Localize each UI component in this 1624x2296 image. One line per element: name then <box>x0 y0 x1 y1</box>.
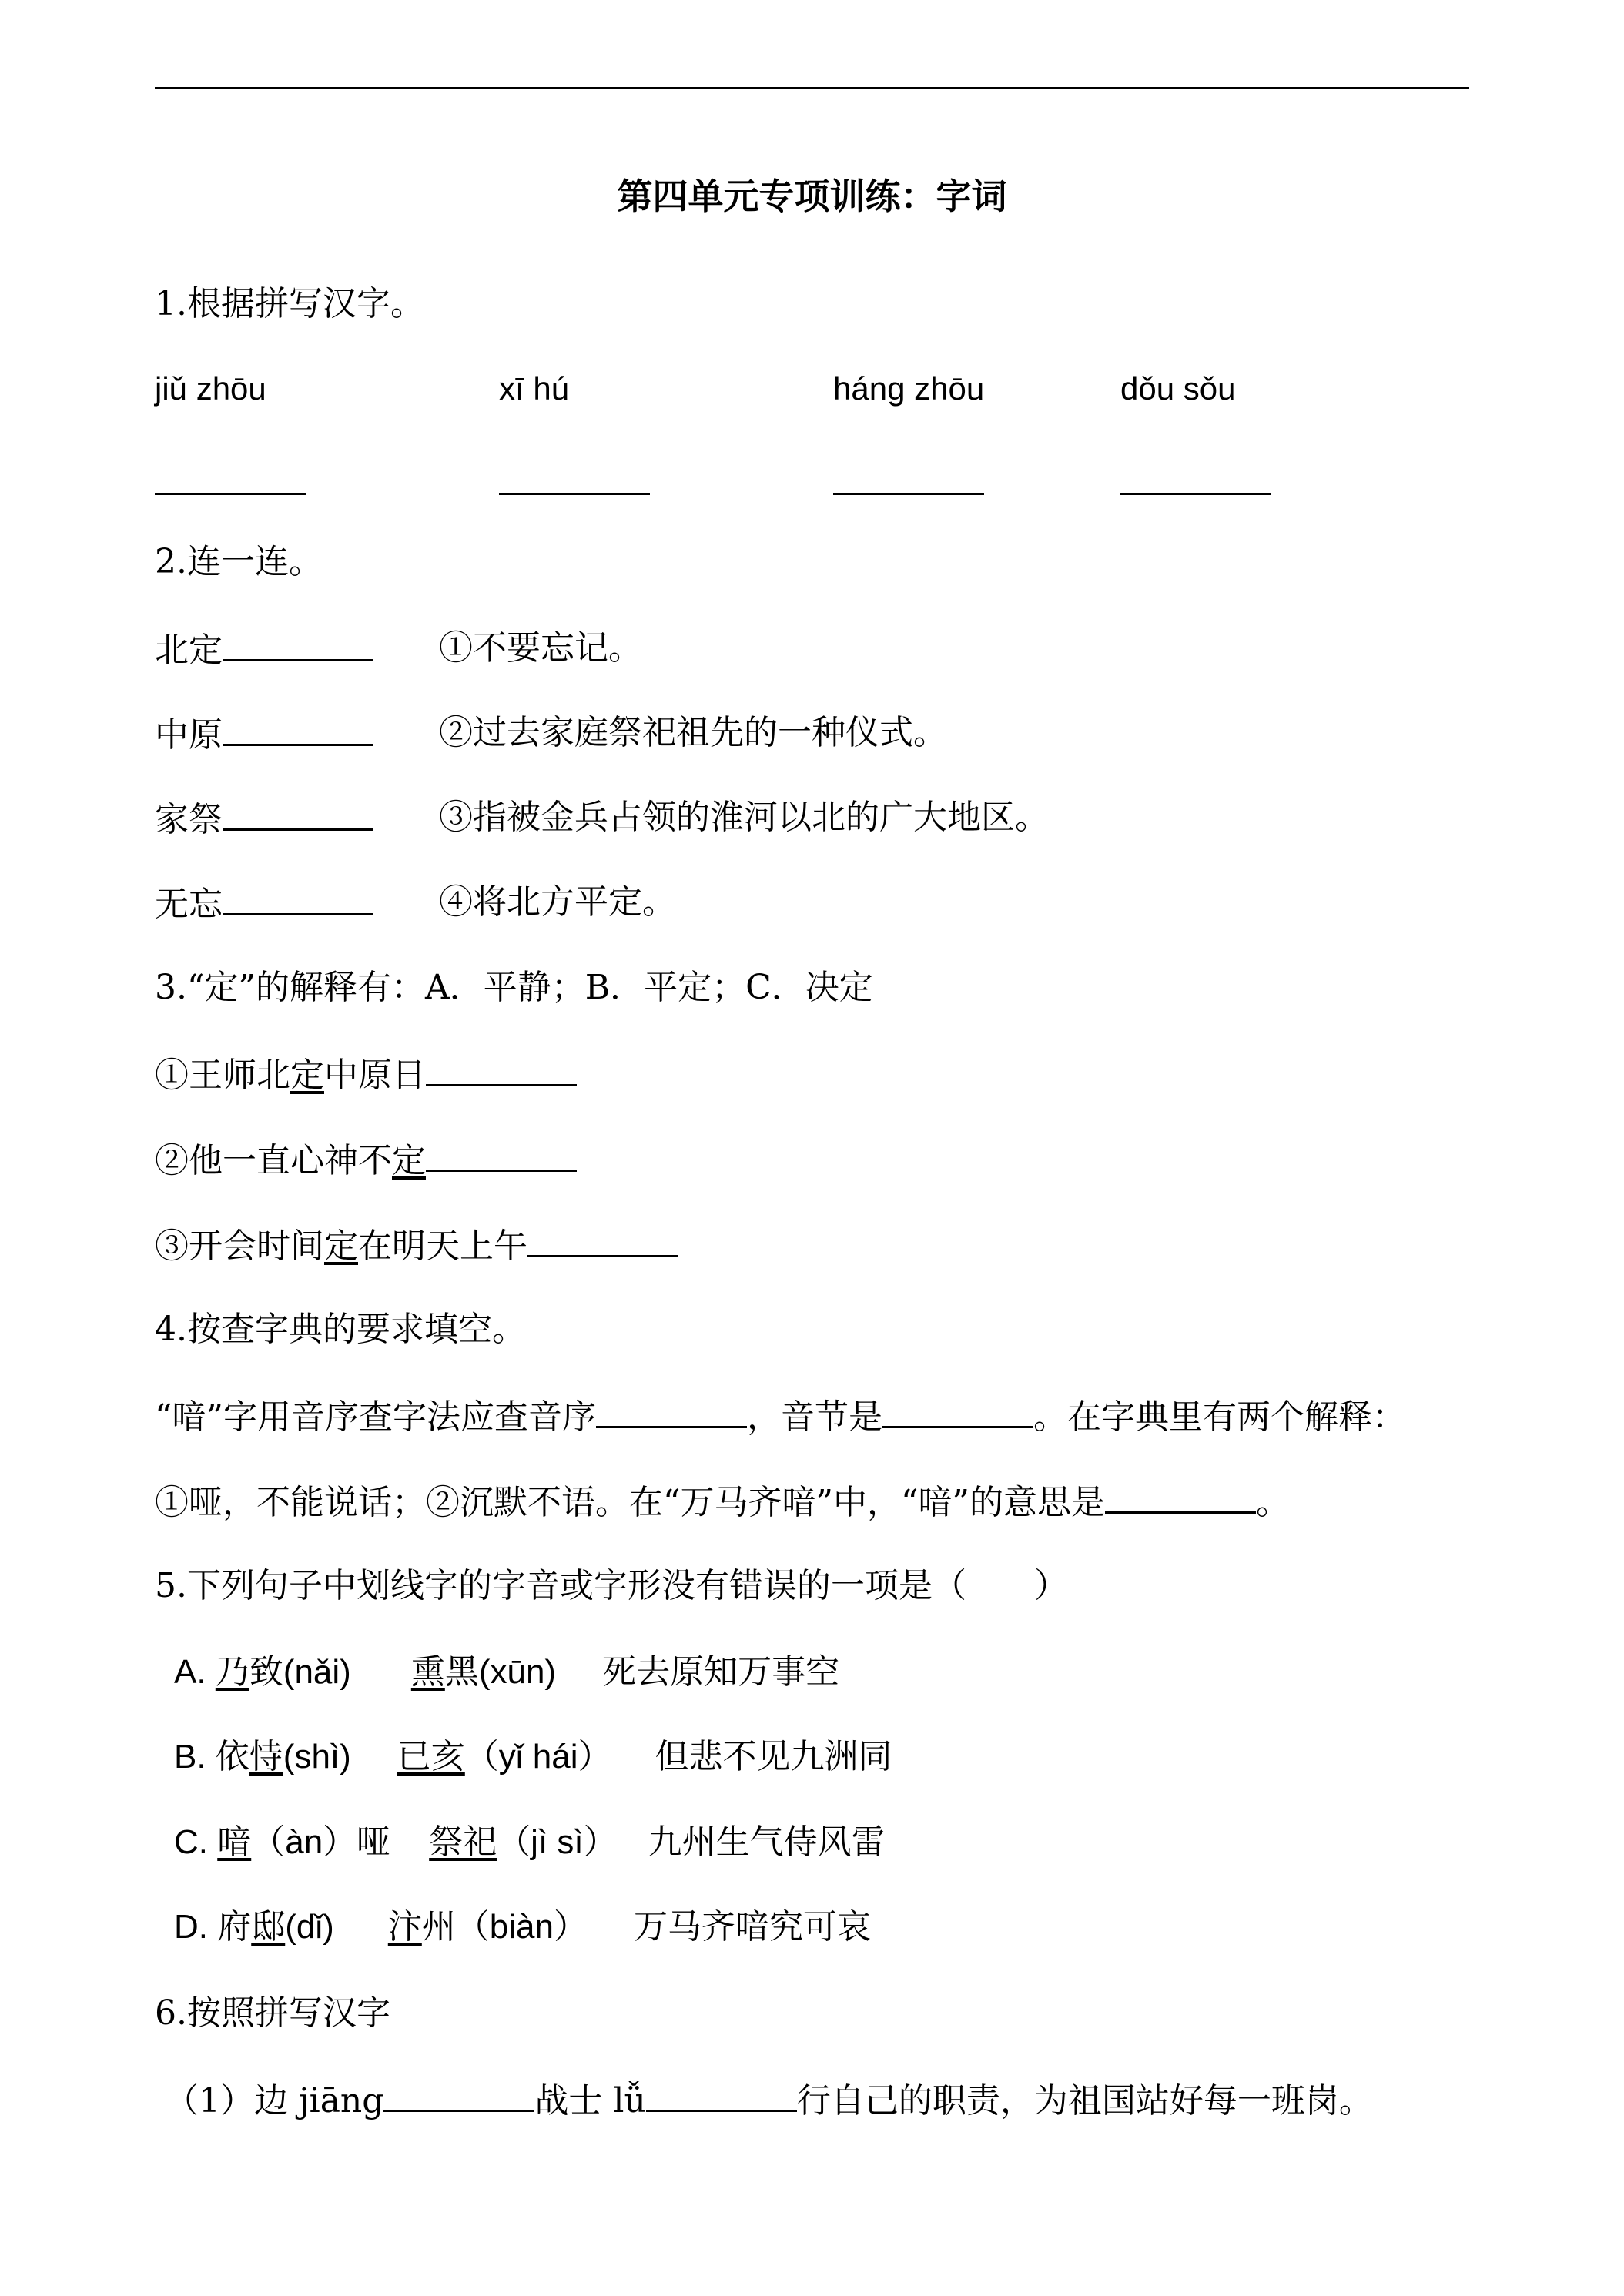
q4-label: 4.按查字典的要求填空。 <box>155 1310 526 1349</box>
q3-item <box>155 1221 678 1270</box>
q2-blank[interactable] <box>223 879 373 915</box>
option-text: （jì sì） <box>497 1823 618 1861</box>
q3-label: 3.“定”的解释有：A．平静；B．平定；C．决定 <box>155 968 873 1007</box>
q3-marked-char: 定 <box>324 1227 358 1266</box>
q5-option-a[interactable] <box>174 1649 839 1695</box>
q4-blank-syllable[interactable] <box>882 1392 1033 1428</box>
option-letter: D. <box>174 1908 218 1946</box>
option-phrase: 万马齐喑究可哀 <box>633 1907 871 1946</box>
q1-answer-blank-3[interactable] <box>833 458 984 495</box>
option-text: (dǐ) <box>285 1908 334 1946</box>
option-phrase: 但悲不见九洲同 <box>655 1737 892 1776</box>
q1-label: 1.根据拼写汉字。 <box>155 284 424 323</box>
q2-blank[interactable] <box>223 795 373 831</box>
q2-blank[interactable] <box>223 710 373 746</box>
underlined-word: 乃 <box>215 1652 249 1692</box>
q4-text: 。在字典里有两个解释： <box>1033 1397 1406 1437</box>
q6-blank[interactable] <box>646 2076 797 2112</box>
underlined-word: 邸 <box>251 1907 286 1946</box>
option-text: 致(nǎi) <box>249 1653 351 1691</box>
q2-label: 2.连一连。 <box>155 542 323 581</box>
q4-line-2 <box>155 1478 1290 1526</box>
q3-item <box>155 1136 577 1184</box>
q4-text: 。 <box>1255 1483 1290 1522</box>
option-text: （àn）哑 <box>251 1823 391 1861</box>
q3-marked-char: 定 <box>392 1141 426 1180</box>
q1-answer-blank-2[interactable] <box>499 458 650 495</box>
underlined-word: 恃 <box>249 1737 283 1776</box>
q3-item-text: ③开会时间 <box>155 1227 324 1266</box>
option-text: （yǐ hái） <box>464 1738 612 1776</box>
q2-meaning: ②过去家庭祭祀祖先的一种仪式。 <box>439 713 947 752</box>
q6-blank[interactable] <box>383 2076 534 2112</box>
option-letter: A. <box>174 1653 216 1691</box>
q2-word: 中原 <box>155 715 223 755</box>
q2-meaning: ①不要忘记。 <box>439 628 642 668</box>
q2-word: 家祭 <box>155 800 223 839</box>
underlined-word: 祭祀 <box>429 1822 497 1862</box>
q2-word-row <box>155 710 373 758</box>
q1-answer-blank-4[interactable] <box>1120 458 1271 495</box>
option-letter: C. <box>174 1823 218 1861</box>
q4-text: “喑”字用音序查字法应查音序 <box>155 1397 596 1437</box>
q3-item-text: 在明天上午 <box>358 1227 527 1266</box>
q3-marked-char: 定 <box>290 1056 324 1095</box>
q4-text: ，音节是 <box>747 1397 882 1437</box>
q5-option-b[interactable] <box>174 1734 892 1780</box>
q3-item <box>155 1050 577 1099</box>
q6-text: 行自己的职责，为祖国站好每一班岗。 <box>796 2081 1373 2120</box>
q6-text: 战士 lǚ <box>534 2081 646 2120</box>
option-text: 黑(xūn) <box>444 1653 557 1691</box>
underlined-word: 已亥 <box>397 1737 465 1776</box>
underlined-word: 喑 <box>217 1822 252 1862</box>
q2-meaning: ④将北方平定。 <box>439 882 676 922</box>
header-rule <box>155 87 1469 89</box>
q6-text: （1）边 jiāng <box>165 2081 384 2120</box>
q3-item-text: ②他一直心神不 <box>155 1141 392 1180</box>
q3-blank[interactable] <box>426 1136 577 1172</box>
q4-blank-index[interactable] <box>596 1392 747 1428</box>
q2-meaning: ③指被金兵占领的淮河以北的广大地区。 <box>439 798 1049 837</box>
q3-item-text: 中原日 <box>324 1056 426 1095</box>
q1-pinyin-4: dǒu sǒu <box>1120 370 1236 407</box>
option-phrase: 死去原知万事空 <box>602 1652 840 1692</box>
q4-text: ①哑，不能说话；②沉默不语。在“万马齐喑”中，“喑”的意思是 <box>155 1483 1105 1522</box>
q5-option-d[interactable] <box>174 1904 871 1950</box>
q2-word: 北定 <box>155 631 223 670</box>
option-text: 府 <box>217 1907 252 1946</box>
q3-blank[interactable] <box>426 1050 577 1086</box>
underlined-word: 熏 <box>410 1652 445 1692</box>
option-text: 依 <box>215 1737 249 1776</box>
q4-blank-meaning[interactable] <box>1105 1478 1256 1514</box>
q1-answer-blank-1[interactable] <box>155 458 306 495</box>
option-text: 州（biàn） <box>421 1908 588 1946</box>
page-title: 第四单元专项训练：字词 <box>617 176 1007 217</box>
q6-sentence-1 <box>165 2076 1373 2124</box>
underlined-word: 汴 <box>387 1907 422 1946</box>
q2-word: 无忘 <box>155 885 223 924</box>
option-phrase: 九州生气侍风雷 <box>648 1822 886 1862</box>
q2-word-row <box>155 625 373 674</box>
q3-item-text: ①王师北 <box>155 1056 290 1095</box>
q5-option-c[interactable] <box>174 1819 886 1866</box>
q2-word-row <box>155 879 373 928</box>
q3-blank[interactable] <box>527 1221 678 1257</box>
q4-line-1 <box>155 1392 1406 1441</box>
q1-pinyin-2: xī hú <box>499 370 570 407</box>
q1-pinyin-1: jiǔ zhōu <box>155 370 266 407</box>
q5-label: 5.下列句子中划线字的字音或字形没有错误的一项是（ ） <box>155 1566 1068 1605</box>
q2-blank[interactable] <box>223 625 373 661</box>
q2-word-row <box>155 795 373 843</box>
q1-pinyin-3: háng zhōu <box>833 370 985 407</box>
q6-label: 6.按照拼写汉字 <box>155 1993 390 2033</box>
option-letter: B. <box>174 1738 216 1776</box>
option-text: (shì) <box>283 1738 351 1776</box>
